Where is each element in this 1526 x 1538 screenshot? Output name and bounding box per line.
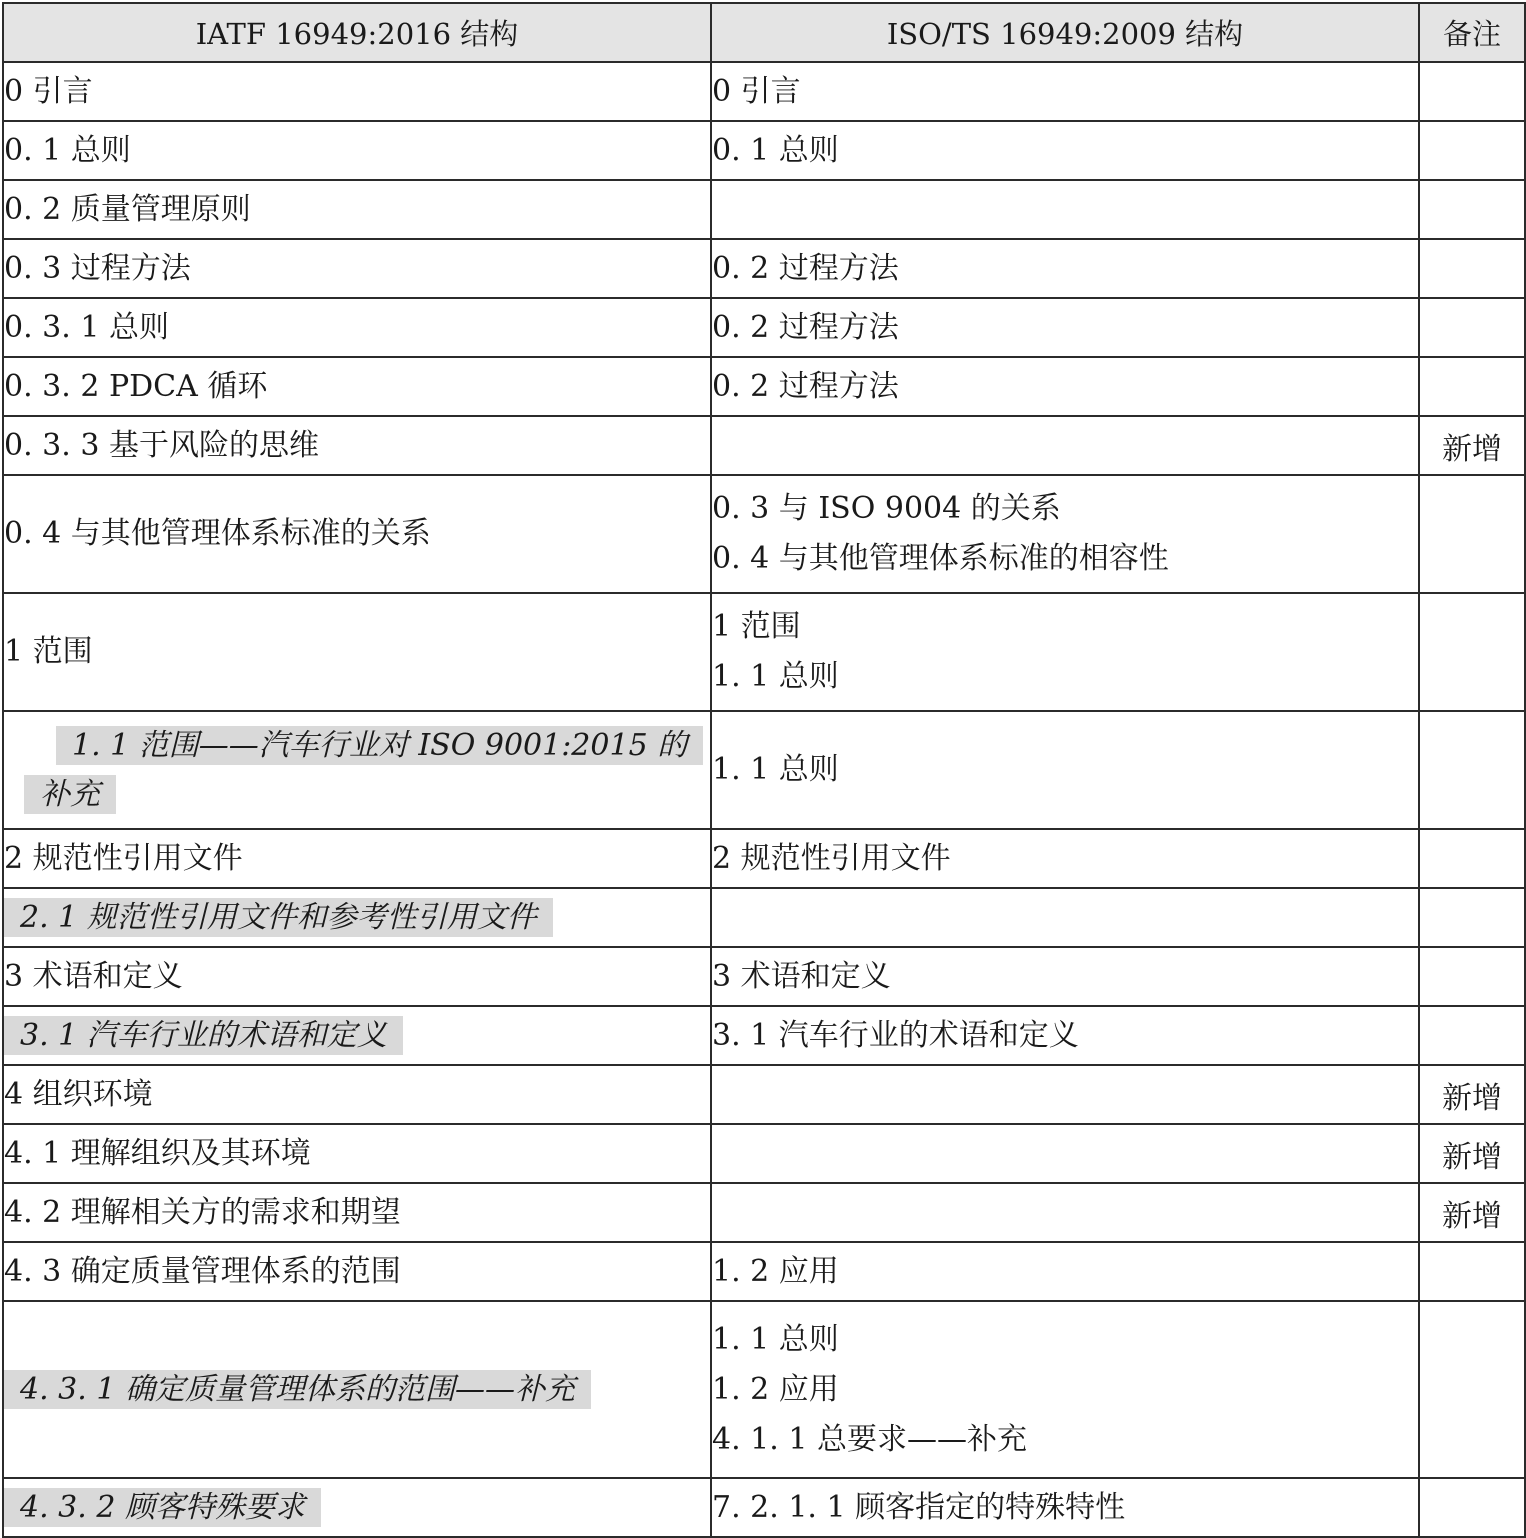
iatf-2016-clause-cell	[3, 62, 711, 121]
clause-text: 0 引言	[4, 73, 93, 109]
table-row	[3, 121, 1525, 180]
iso-ts-2009-clause-cell	[711, 1242, 1419, 1301]
iatf-2016-clause-cell	[3, 1006, 711, 1065]
table-row	[3, 1065, 1525, 1124]
clause-text: 0. 3. 2 PDCA 循环	[4, 368, 268, 404]
highlighted-clause-text: 4. 3. 1 确定质量管理体系的范围——补充	[4, 1370, 591, 1409]
remark-text: 新增	[1442, 431, 1502, 467]
iso-ts-2009-clause-cell	[711, 298, 1419, 357]
clause-text: 0. 3. 3 基于风险的思维	[4, 427, 319, 463]
iatf-2016-clause-cell	[3, 888, 711, 947]
iso-ts-2009-clause-cell	[711, 829, 1419, 888]
table-row	[3, 1183, 1525, 1242]
clause-text: 0. 1 总则	[4, 132, 131, 168]
iatf-2016-clause-cell	[3, 1124, 711, 1183]
table-row	[3, 62, 1525, 121]
table-row	[3, 947, 1525, 1006]
clause-text: 3. 1 汽车行业的术语和定义	[712, 1017, 1079, 1053]
clause-text: 0. 2 质量管理原则	[4, 191, 251, 227]
clause-wrap	[4, 1483, 710, 1533]
clause-text: 0. 4 与其他管理体系标准的相容性	[712, 541, 1169, 576]
highlighted-clause-text: 3. 1 汽车行业的术语和定义	[4, 1016, 403, 1055]
clause-text: 3 术语和定义	[712, 958, 891, 994]
clause-text: 0 引言	[712, 73, 801, 109]
remark-cell	[1419, 829, 1525, 888]
iatf-2016-clause-cell	[3, 593, 711, 711]
clause-text: 1. 1 总则	[712, 752, 839, 787]
clause-text: 1. 2 应用	[712, 1371, 839, 1407]
iso-ts-2009-clause-cell	[711, 475, 1419, 593]
table-row	[3, 711, 1525, 829]
highlighted-clause-text: 2. 1 规范性引用文件和参考性引用文件	[4, 898, 553, 937]
clause-wrap	[4, 893, 710, 943]
iso-ts-2009-clause-cell	[711, 62, 1419, 121]
clause-text: 1 范围	[4, 634, 93, 669]
iso-ts-2009-clause-cell	[711, 1478, 1419, 1537]
table-row	[3, 298, 1525, 357]
table-row	[3, 1242, 1525, 1301]
remark-cell	[1419, 593, 1525, 711]
remark-cell	[1419, 888, 1525, 947]
remark-text: 新增	[1442, 1080, 1502, 1116]
remark-cell	[1419, 1478, 1525, 1537]
iso-ts-2009-clause-cell	[711, 1006, 1419, 1065]
remark-cell	[1419, 711, 1525, 829]
remark-cell	[1419, 1242, 1525, 1301]
table-row	[3, 239, 1525, 298]
iso-ts-2009-clause-cell	[711, 180, 1419, 239]
remark-text: 新增	[1442, 1139, 1502, 1175]
clause-text: 1 范围	[712, 609, 801, 644]
table-row	[3, 180, 1525, 239]
iso-ts-2009-clause-cell	[711, 1301, 1419, 1478]
clause-text: 4 组织环境	[4, 1076, 153, 1112]
table-row	[3, 357, 1525, 416]
table-row	[3, 416, 1525, 475]
clause-text: 0. 3 与 ISO 9004 的关系	[712, 491, 1061, 526]
clause-text: 0. 4 与其他管理体系标准的关系	[4, 516, 431, 551]
highlighted-clause-text: 1. 1 范围——汽车行业对 ISO 9001:2015 的补充	[24, 726, 703, 814]
iatf-2016-clause-cell	[3, 1478, 711, 1537]
clause-text: 0. 2 过程方法	[712, 309, 899, 345]
remark-cell	[1419, 1006, 1525, 1065]
clause-text: 7. 2. 1. 1 顾客指定的特殊特性	[712, 1489, 1126, 1525]
iatf-2016-clause-cell	[3, 711, 711, 829]
iso-ts-2009-clause-cell	[711, 947, 1419, 1006]
clause-text: 1. 1 总则	[712, 659, 839, 694]
clause-text: 4. 2 理解相关方的需求和期望	[4, 1194, 401, 1230]
clause-text: 4. 1. 1 总要求——补充	[712, 1421, 1027, 1457]
header-iso-ts-2009: ISO/TS 16949:2009 结构	[711, 3, 1419, 62]
iatf-2016-clause-cell	[3, 1183, 711, 1242]
iatf-2016-clause-cell	[3, 180, 711, 239]
table-row	[3, 829, 1525, 888]
iatf-2016-clause-cell	[3, 829, 711, 888]
header-row	[3, 3, 1525, 62]
remark-cell	[1419, 298, 1525, 357]
table-row	[3, 1124, 1525, 1183]
remark-cell	[1419, 180, 1525, 239]
remark-cell	[1419, 1124, 1525, 1183]
remark-text: 新增	[1442, 1198, 1502, 1234]
clause-wrap	[4, 1011, 710, 1061]
remark-cell	[1419, 239, 1525, 298]
clause-text: 0. 3 过程方法	[4, 250, 191, 286]
clause-text: 0. 3. 1 总则	[4, 309, 169, 345]
iso-ts-2009-clause-cell	[711, 239, 1419, 298]
iso-ts-2009-clause-cell	[711, 711, 1419, 829]
remark-cell	[1419, 475, 1525, 593]
iso-ts-2009-clause-cell	[711, 1065, 1419, 1124]
iatf-2016-clause-cell	[3, 947, 711, 1006]
table-row	[3, 1478, 1525, 1537]
remark-cell	[1419, 416, 1525, 475]
remark-cell	[1419, 62, 1525, 121]
highlighted-clause-text: 4. 3. 2 顾客特殊要求	[4, 1488, 321, 1527]
remark-cell	[1419, 1183, 1525, 1242]
remark-cell	[1419, 121, 1525, 180]
table-row	[3, 593, 1525, 711]
clause-text: 0. 2 过程方法	[712, 250, 899, 286]
iatf-2016-clause-cell	[3, 239, 711, 298]
header-remarks: 备注	[1419, 3, 1525, 62]
iso-ts-2009-clause-cell	[711, 121, 1419, 180]
clause-wrap	[24, 721, 710, 819]
clause-text: 0. 1 总则	[712, 132, 839, 168]
header-iatf-2016: IATF 16949:2016 结构	[3, 3, 711, 62]
clause-wrap	[4, 1365, 710, 1415]
iatf-2016-clause-cell	[3, 416, 711, 475]
iso-ts-2009-clause-cell	[711, 1183, 1419, 1242]
table-row	[3, 1301, 1525, 1478]
iatf-2016-clause-cell	[3, 1242, 711, 1301]
iso-ts-2009-clause-cell	[711, 593, 1419, 711]
remark-cell	[1419, 357, 1525, 416]
clause-text: 0. 2 过程方法	[712, 368, 899, 404]
iso-ts-2009-clause-cell	[711, 416, 1419, 475]
structure-comparison-table	[2, 2, 1526, 1538]
clause-text: 4. 3 确定质量管理体系的范围	[4, 1253, 401, 1289]
iatf-2016-clause-cell	[3, 121, 711, 180]
remark-cell	[1419, 1301, 1525, 1478]
clause-text: 2 规范性引用文件	[712, 840, 951, 876]
iso-ts-2009-clause-cell	[711, 888, 1419, 947]
table-row	[3, 1006, 1525, 1065]
clause-text: 4. 1 理解组织及其环境	[4, 1135, 311, 1171]
iatf-2016-clause-cell	[3, 475, 711, 593]
iatf-2016-clause-cell	[3, 357, 711, 416]
iso-ts-2009-clause-cell	[711, 357, 1419, 416]
table-body	[3, 62, 1525, 1537]
clause-text: 1. 1 总则	[712, 1321, 839, 1357]
table-row	[3, 888, 1525, 947]
iatf-2016-clause-cell	[3, 1065, 711, 1124]
table-row	[3, 475, 1525, 593]
clause-text: 1. 2 应用	[712, 1253, 839, 1289]
clause-text: 2 规范性引用文件	[4, 840, 243, 876]
remark-cell	[1419, 947, 1525, 1006]
remark-cell	[1419, 1065, 1525, 1124]
clause-text: 3 术语和定义	[4, 958, 183, 994]
iso-ts-2009-clause-cell	[711, 1124, 1419, 1183]
iatf-2016-clause-cell	[3, 298, 711, 357]
iatf-2016-clause-cell	[3, 1301, 711, 1478]
